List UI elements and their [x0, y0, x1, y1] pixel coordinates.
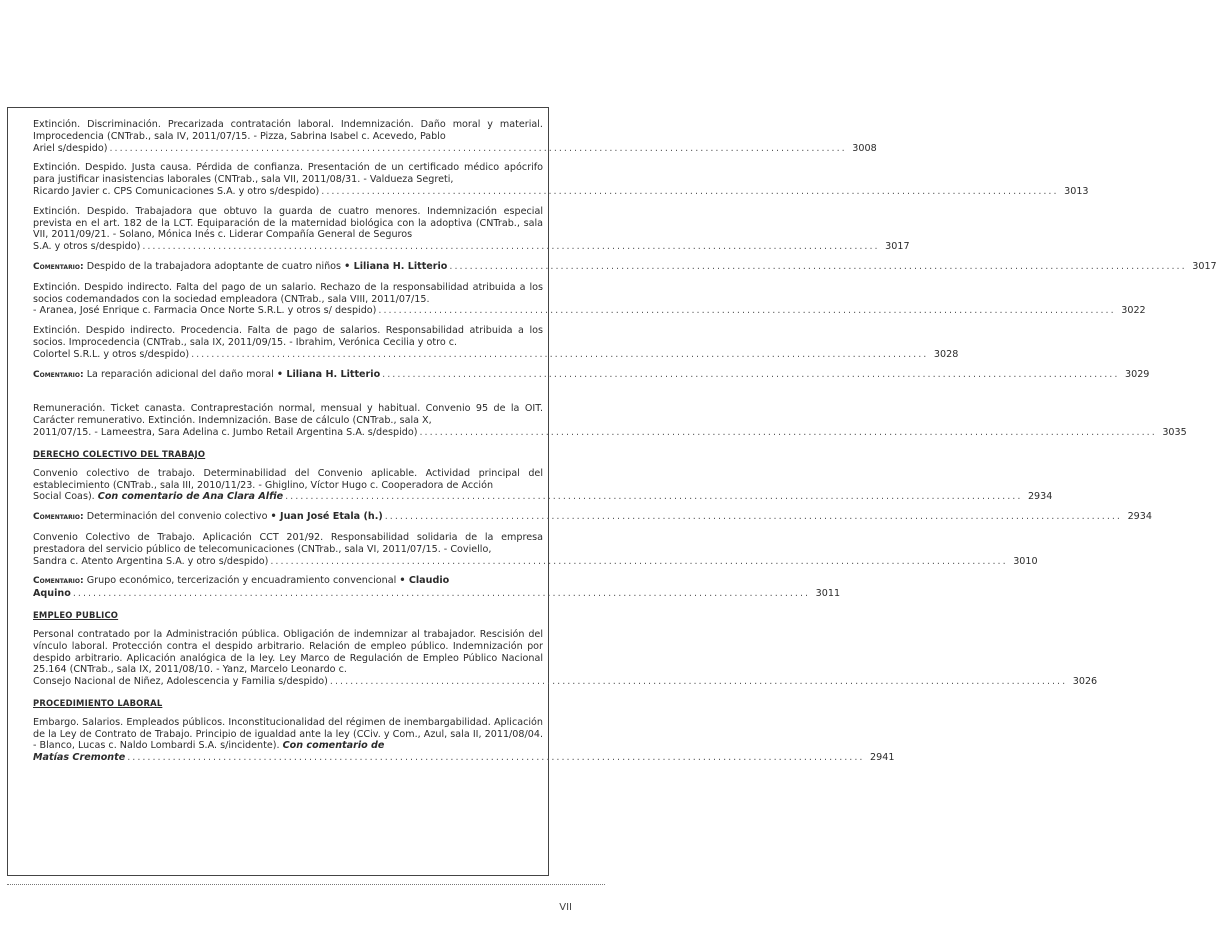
- commentary-note: Matías Cremonte: [33, 752, 126, 764]
- entry-text: Extinción. Discriminación. Precarizada contratación laboral. Indemnización. Daño moral y material. Improcedencia (CNTrab., sala IV, 2011/07/15. - Pizza, Sabrina Isabel c. Acevedo, Pablo: [33, 119, 543, 142]
- entry-last-line: Colortel S.R.L. y otros s/despido): [33, 348, 190, 360]
- page-folio: VII: [559, 902, 572, 913]
- comment-entry: Comentario: La reparación adicional del daño moral • Liliana H. Litterio .................................................................................................................................................. 3029: [33, 368, 1150, 380]
- entry-text: Convenio Colectivo de Trabajo. Aplicación CCT 201/92. Responsabilidad solidaria de la empresa prestadora del servicio público de telecomunicaciones (CNTrab., sala VI, 2011/07/15. - Coviello,: [33, 531, 543, 555]
- page-number[interactable]: 2934: [1127, 511, 1152, 523]
- page-number[interactable]: 3017: [885, 241, 910, 253]
- page-number[interactable]: 3011: [815, 588, 841, 600]
- entry-last-line: Consejo Nacional de Niñez, Adolescencia y Familia s/despido): [33, 676, 328, 688]
- index-entry: Extinción. Despido. Justa causa. Pérdida de confianza. Presentación de un certificado médico apócrifo para justificar inasistencias laborales (CNTrab., sala VII, 2011/08/31. - Valdueza Segreti, Ricardo Javier c. CPS Comunicaciones S.A. y otro s/despido) .................................................................................................................................................. 3013: [33, 162, 1089, 197]
- page-number[interactable]: 3013: [1064, 185, 1089, 197]
- page-number[interactable]: 3008: [852, 142, 877, 154]
- index-entry: Extinción. Discriminación. Precarizada contratación laboral. Indemnización. Daño moral y material. Improcedencia (CNTrab., sala IV, 2011/07/15. - Pizza, Sabrina Isabel c. Acevedo, Pablo Ariel s/despido) .................................................................................................................................................. 3008: [33, 119, 877, 154]
- index-entry: Extinción. Despido indirecto. Procedencia. Falta de pago de salarios. Responsabilidad atribuida a los socios. Improcedencia (CNTrab., sala IX, 2011/09/15. - Ibrahim, Verónica Cecilia y otro c. Colortel S.R.L. y otros s/despido) .................................................................................................................................................. 3028: [33, 325, 959, 360]
- entry-last-line: 2011/07/15. - Lameestra, Sara Adelina c. Jumbo Retail Argentina S.A. s/despido): [33, 426, 418, 438]
- comment-entry: Comentario: Grupo económico, tercerización y encuadramiento convencional • Claudio Aquino .................................................................................................................................................. 3011: [33, 575, 841, 600]
- comment-entry: Comentario: Despido de la trabajadora adoptante de cuatro niños • Liliana H. Litterio .................................................................................................................................................. 3017: [33, 260, 1217, 272]
- entry-last-line: S.A. y otros s/despido): [33, 241, 141, 253]
- comment-title: La reparación adicional del daño moral: [86, 368, 274, 380]
- comment-label: Comentario:: [33, 512, 84, 523]
- section-heading: EMPLEO PUBLICO: [33, 609, 119, 620]
- comment-title: Grupo económico, tercerización y encuadramiento convencional: [86, 575, 397, 587]
- comment-title: Determinación del convenio colectivo: [86, 511, 268, 523]
- entry-last-line: Social Coas).: [33, 491, 95, 503]
- index-entry: Remuneración. Ticket canasta. Contraprestación normal, mensual y habitual. Convenio 95 de la OIT. Carácter remunerativo. Extinción. Indemnización. Base de cálculo (CNTrab., sala X, 2011/07/15. - Lameestra, Sara Adelina c. Jumbo Retail Argentina S.A. s/despido) .................................................................................................................................................. 3035: [33, 403, 1187, 438]
- index-entry: Extinción. Despido indirecto. Falta del pago de un salario. Rechazo de la responsabilidad atribuida a los socios codemandados con la sociedad empleadora (CNTrab., sala VIII, 2011/07/15. - Aranea, José Enrique c. Farmacia Once Norte S.R.L. y otros s/ despido) .................................................................................................................................................. 3022: [33, 281, 1146, 317]
- page-number[interactable]: 3010: [1013, 555, 1038, 567]
- comment-author: • Claudio: [399, 575, 450, 587]
- comment-label: Comentario:: [33, 261, 84, 272]
- page-number[interactable]: 3022: [1121, 305, 1146, 317]
- entry-text: Extinción. Despido. Trabajadora que obtuvo la guarda de cuatro menores. Indemnización especial prevista en el art. 182 de la LCT. Equiparación de la maternidad biológica con la adoptiva (CNTrab., sala VII, 2011/09/21. - Solano, Mónica Inés c. Liderar Compañía General de Seguros: [33, 205, 543, 241]
- entry-last-line: Sandra c. Atento Argentina S.A. y otro s/despido): [33, 555, 269, 567]
- section-heading: DERECHO COLECTIVO DEL TRABAJO: [33, 448, 206, 459]
- comment-label: Comentario:: [33, 576, 84, 587]
- comment-author: • Liliana H. Litterio: [344, 260, 448, 272]
- comment-title: Despido de la trabajadora adoptante de cuatro niños: [86, 260, 342, 272]
- entry-last-line: Ariel s/despido): [33, 142, 108, 154]
- index-entry: Convenio colectivo de trabajo. Determinabilidad del Convenio aplicable. Actividad principal del establecimiento (CNTrab., sala III, 2010/11/23. - Ghiglino, Víctor Hugo c. Cooperadora de Acción Social Coas). Con comentario de Ana Clara Alfie .................................................................................................................................................. 2934: [33, 467, 1053, 503]
- commentary-note: Con comentario de Ana Clara Alfie: [97, 491, 284, 503]
- comment-label: Comentario:: [33, 369, 84, 380]
- entry-text: Personal contratado por la Administración pública. Obligación de indemnizar al trabajador. Rescisión del vínculo laboral. Protección contra el despido arbitrario. Relación de empleo público. Indemnización por despido arbitrario. Aplicación analógica de la ley. Ley Marco de Regulación de Empleo Público Nacional 25.164 (CNTrab., sala IX, 2011/08/10. - Yanz, Marcelo Leonardo c.: [33, 628, 543, 676]
- page-number[interactable]: 3029: [1125, 368, 1150, 380]
- entry-text: Remuneración. Ticket canasta. Contraprestación normal, mensual y habitual. Convenio 95 de la OIT. Carácter remunerativo. Extinción. Indemnización. Base de cálculo (CNTrab., sala X,: [33, 403, 543, 427]
- index-entry: Personal contratado por la Administración pública. Obligación de indemnizar al trabajador. Rescisión del vínculo laboral. Protección contra el despido arbitrario. Relación de empleo público. Indemnización por despido arbitrario. Aplicación analógica de la ley. Ley Marco de Regulación de Empleo Público Nacional 25.164 (CNTrab., sala IX, 2011/08/10. - Yanz, Marcelo Leonardo c. Consejo Nacional de Niñez, Adolescencia y Familia s/despido) .................................................................................................................................................. 3026: [33, 628, 1098, 688]
- index-entry: Convenio Colectivo de Trabajo. Aplicación CCT 201/92. Responsabilidad solidaria de la empresa prestadora del servicio público de telecomunicaciones (CNTrab., sala VI, 2011/07/15. - Coviello, Sandra c. Atento Argentina S.A. y otro s/despido) .................................................................................................................................................. 3010: [33, 531, 1038, 567]
- section-heading: PROCEDIMIENTO LABORAL: [33, 697, 163, 708]
- comment-author: • Juan José Etala (h.): [270, 511, 383, 523]
- page-number[interactable]: 3026: [1072, 676, 1098, 688]
- entry-text: Extinción. Despido indirecto. Falta del pago de un salario. Rechazo de la responsabilidad atribuida a los socios codemandados con la sociedad empleadora (CNTrab., sala VIII, 2011/07/15.: [33, 281, 543, 305]
- entry-text: Extinción. Despido indirecto. Procedencia. Falta de pago de salarios. Responsabilidad atribuida a los socios. Improcedencia (CNTrab., sala IX, 2011/09/15. - Ibrahim, Verónica Cecilia y otro c.: [33, 325, 543, 348]
- index-entry: Embargo. Salarios. Empleados públicos. Inconstitucionalidad del régimen de inembargabilidad. Aplicación de la Ley de Contrato de Trabajo. Principio de igualdad ante la ley (CCiv. y Com., Azul, sala II, 2011/08/04. - Blanco, Lucas c. Naldo Lombardi S.A. s/incidente). Con comentario de Matías Cremonte .................................................................................................................................................. 2941: [33, 716, 895, 764]
- page-number[interactable]: 2941: [870, 752, 895, 764]
- footer-rule: [7, 884, 605, 885]
- entry-last-line: - Aranea, José Enrique c. Farmacia Once Norte S.R.L. y otros s/ despido): [33, 305, 377, 317]
- index-entry: Extinción. Despido. Trabajadora que obtuvo la guarda de cuatro menores. Indemnización especial prevista en el art. 182 de la LCT. Equiparación de la maternidad biológica con la adoptiva (CNTrab., sala VII, 2011/09/21. - Solano, Mónica Inés c. Liderar Compañía General de Seguros S.A. y otros s/despido) .................................................................................................................................................. 3017: [33, 205, 910, 253]
- page-number[interactable]: 3028: [933, 348, 959, 360]
- index-content: [33, 119, 1217, 772]
- page-number[interactable]: 3017: [1192, 260, 1217, 272]
- page-number[interactable]: 2934: [1027, 491, 1053, 503]
- page-number[interactable]: 3035: [1162, 426, 1187, 438]
- comment-author: • Liliana H. Litterio: [276, 368, 381, 380]
- entry-text: Extinción. Despido. Justa causa. Pérdida de confianza. Presentación de un certificado médico apócrifo para justificar inasistencias laborales (CNTrab., sala VII, 2011/08/31. - Valdueza Segreti,: [33, 162, 543, 186]
- entry-text: Embargo. Salarios. Empleados públicos. Inconstitucionalidad del régimen de inembargabilidad. Aplicación de la Ley de Contrato de Trabajo. Principio de igualdad ante la ley (CCiv. y Com., Azul, sala II, 2011/08/04. - Blanco, Lucas c. Naldo Lombardi S.A. s/incidente).: [33, 716, 543, 752]
- entry-last-line: Ricardo Javier c. CPS Comunicaciones S.A. y otro s/despido): [33, 185, 320, 197]
- comment-author-cont: Aquino: [33, 588, 71, 600]
- commentary-note-lead: Con comentario de: [282, 740, 385, 752]
- comment-entry: Comentario: Determinación del convenio colectivo • Juan José Etala (h.) .................................................................................................................................................. 2934: [33, 511, 1152, 523]
- entry-text: Convenio colectivo de trabajo. Determinabilidad del Convenio aplicable. Actividad principal del establecimiento (CNTrab., sala III, 2010/11/23. - Ghiglino, Víctor Hugo c. Cooperadora de Acción: [33, 467, 543, 491]
